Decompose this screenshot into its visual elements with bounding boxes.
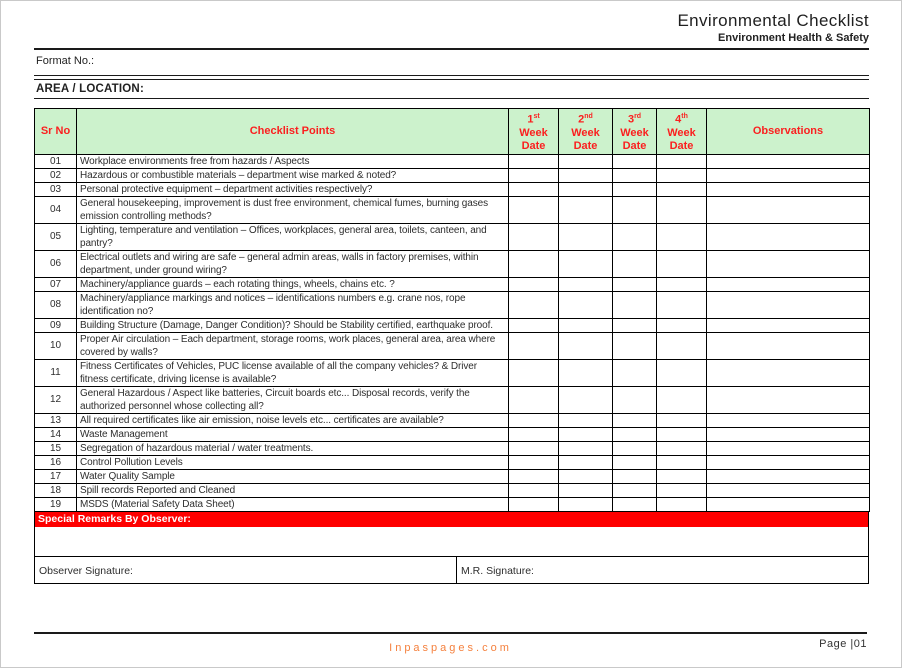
table-row — [35, 469, 870, 483]
checklist-point-cell: Machinery/appliance markings and notices – identifications numbers e.g. crane nos, rope identification no? — [77, 291, 509, 318]
week-4-date-cell — [657, 427, 707, 441]
row-number-cell: 04 — [35, 196, 77, 223]
week-4-date-cell — [657, 318, 707, 332]
row-number-cell: 18 — [35, 483, 77, 497]
table-row — [35, 441, 870, 455]
week-2-date-cell — [559, 332, 613, 359]
table-row — [35, 497, 870, 511]
week-4-ordinal: 4th — [675, 113, 688, 126]
table-row — [35, 318, 870, 332]
checklist-point-cell: Electrical outlets and wiring are safe – general admin areas, walls in factory premises, within department, under ground wiring? — [77, 250, 509, 277]
week-4-date-cell — [657, 497, 707, 511]
week-1-date-cell — [509, 413, 559, 427]
observation-cell — [707, 441, 870, 455]
row-number-cell: 19 — [35, 497, 77, 511]
table-row — [35, 223, 870, 250]
website-watermark: Inpaspages.com — [389, 642, 512, 654]
observation-cell — [707, 182, 870, 196]
week-2-date-cell — [559, 223, 613, 250]
date-word: Date — [622, 139, 647, 152]
week-2-date-cell — [559, 497, 613, 511]
observation-cell — [707, 413, 870, 427]
checklist-point-cell: Water Quality Sample — [77, 469, 509, 483]
week-4-date-cell — [657, 250, 707, 277]
week-4-date-cell — [657, 223, 707, 250]
week-1-date-cell — [509, 196, 559, 223]
week-1-date-cell — [509, 182, 559, 196]
week-1-date-cell — [509, 497, 559, 511]
date-word: Date — [573, 139, 598, 152]
table-row — [35, 483, 870, 497]
checklist-point-cell: Machinery/appliance guards – each rotating things, wheels, chains etc. ? — [77, 277, 509, 291]
week-4-header — [657, 109, 707, 155]
week-2-date-cell — [559, 154, 613, 168]
week-4-date-cell — [657, 469, 707, 483]
row-number-cell: 03 — [35, 182, 77, 196]
week-word: Week — [667, 126, 696, 139]
week-1-date-cell — [509, 469, 559, 483]
week-1-date-cell — [509, 441, 559, 455]
week-4-date-cell — [657, 277, 707, 291]
row-number-cell: 02 — [35, 168, 77, 182]
area-location-label: AREA / LOCATION: — [34, 79, 869, 99]
week-4-date-cell — [657, 441, 707, 455]
week-1-date-cell — [509, 359, 559, 386]
observation-cell — [707, 359, 870, 386]
signature-row — [34, 556, 869, 584]
special-remarks-space — [34, 527, 869, 556]
row-number-cell: 17 — [35, 469, 77, 483]
date-word: Date — [669, 139, 694, 152]
checklist-point-cell: Workplace environments free from hazards / Aspects — [77, 154, 509, 168]
week-2-date-cell — [559, 168, 613, 182]
week-2-date-cell — [559, 250, 613, 277]
week-1-date-cell — [509, 223, 559, 250]
observation-cell — [707, 332, 870, 359]
checklist-table — [34, 108, 870, 512]
checklist-point-cell: Segregation of hazardous material / water treatments. — [77, 441, 509, 455]
page-title: Environmental Checklist — [677, 11, 869, 30]
observation-cell — [707, 469, 870, 483]
week-1-date-cell — [509, 318, 559, 332]
week-4-date-cell — [657, 196, 707, 223]
week-3-date-cell — [613, 277, 657, 291]
page-subtitle: Environment Health & Safety — [718, 32, 869, 44]
row-number-cell: 10 — [35, 332, 77, 359]
page-number: Page |01 — [819, 638, 867, 650]
week-1-date-cell — [509, 168, 559, 182]
week-3-date-cell — [613, 386, 657, 413]
observation-cell — [707, 455, 870, 469]
checklist-point-cell: All required certificates like air emission, noise levels etc... certificates are available? — [77, 413, 509, 427]
week-4-date-cell — [657, 359, 707, 386]
row-number-cell: 14 — [35, 427, 77, 441]
table-row — [35, 277, 870, 291]
table-row — [35, 154, 870, 168]
observation-cell — [707, 291, 870, 318]
week-word: Week — [620, 126, 649, 139]
week-3-date-cell — [613, 359, 657, 386]
week-1-date-cell — [509, 455, 559, 469]
week-4-date-cell — [657, 413, 707, 427]
table-row — [35, 359, 870, 386]
table-row — [35, 196, 870, 223]
row-number-cell: 08 — [35, 291, 77, 318]
week-3-date-cell — [613, 427, 657, 441]
week-1-ordinal: 1st — [527, 113, 540, 126]
observation-cell — [707, 196, 870, 223]
week-3-date-cell — [613, 168, 657, 182]
checklist-point-cell: MSDS (Material Safety Data Sheet) — [77, 497, 509, 511]
week-3-date-cell — [613, 413, 657, 427]
week-3-date-cell — [613, 182, 657, 196]
checklist-body — [35, 154, 870, 511]
checklist-point-cell: Hazardous or combustible materials – department wise marked & noted? — [77, 168, 509, 182]
checklist-points-header: Checklist Points — [77, 109, 509, 155]
title-block — [34, 1, 869, 50]
table-row — [35, 168, 870, 182]
week-3-date-cell — [613, 154, 657, 168]
week-1-date-cell — [509, 154, 559, 168]
week-4-date-cell — [657, 291, 707, 318]
week-2-date-cell — [559, 413, 613, 427]
week-2-date-cell — [559, 291, 613, 318]
week-2-date-cell — [559, 386, 613, 413]
week-1-header — [509, 109, 559, 155]
date-word: Date — [521, 139, 546, 152]
week-2-date-cell — [559, 318, 613, 332]
checklist-point-cell: General Hazardous / Aspect like batteries, Circuit boards etc... Disposal records, verify the authorized personnel whose collecting all? — [77, 386, 509, 413]
row-number-cell: 05 — [35, 223, 77, 250]
week-2-header — [559, 109, 613, 155]
week-1-date-cell — [509, 483, 559, 497]
week-3-date-cell — [613, 291, 657, 318]
week-3-date-cell — [613, 223, 657, 250]
week-4-date-cell — [657, 455, 707, 469]
observation-cell — [707, 277, 870, 291]
table-row — [35, 291, 870, 318]
week-2-ordinal: 2nd — [578, 113, 593, 126]
observation-cell — [707, 168, 870, 182]
observation-cell — [707, 223, 870, 250]
row-number-cell: 11 — [35, 359, 77, 386]
table-row — [35, 455, 870, 469]
week-2-date-cell — [559, 455, 613, 469]
week-word: Week — [519, 126, 548, 139]
week-2-date-cell — [559, 441, 613, 455]
week-1-date-cell — [509, 291, 559, 318]
row-number-cell: 15 — [35, 441, 77, 455]
observation-cell — [707, 250, 870, 277]
week-2-date-cell — [559, 182, 613, 196]
observation-cell — [707, 386, 870, 413]
week-2-date-cell — [559, 427, 613, 441]
observations-header: Observations — [707, 109, 870, 155]
checklist-point-cell: General housekeeping, improvement is dust free environment, chemical fumes, burning gases emission controlling methods? — [77, 196, 509, 223]
week-3-date-cell — [613, 196, 657, 223]
observation-cell — [707, 318, 870, 332]
week-1-date-cell — [509, 250, 559, 277]
table-row — [35, 386, 870, 413]
week-4-date-cell — [657, 332, 707, 359]
week-3-date-cell — [613, 441, 657, 455]
observation-cell — [707, 497, 870, 511]
checklist-point-cell: Fitness Certificates of Vehicles, PUC license available of all the company vehicles? & Driver fitness certificate, driving license is available? — [77, 359, 509, 386]
checklist-point-cell: Control Pollution Levels — [77, 455, 509, 469]
row-number-cell: 01 — [35, 154, 77, 168]
mr-signature-label: M.R. Signature: — [461, 564, 534, 577]
row-number-cell: 09 — [35, 318, 77, 332]
week-3-date-cell — [613, 483, 657, 497]
week-2-date-cell — [559, 483, 613, 497]
checklist-point-cell: Proper Air circulation – Each department, storage rooms, work places, general area, area where covered by walls? — [77, 332, 509, 359]
week-1-date-cell — [509, 332, 559, 359]
row-number-cell: 06 — [35, 250, 77, 277]
week-3-date-cell — [613, 318, 657, 332]
week-4-date-cell — [657, 386, 707, 413]
table-row — [35, 332, 870, 359]
checklist-point-cell: Building Structure (Damage, Danger Condition)? Should be Stability certified, earthquake proof. — [77, 318, 509, 332]
table-row — [35, 427, 870, 441]
page-footer — [34, 632, 867, 656]
week-2-date-cell — [559, 469, 613, 483]
week-2-date-cell — [559, 277, 613, 291]
observer-signature-label: Observer Signature: — [35, 557, 457, 583]
format-no-label: Format No.: — [34, 50, 869, 76]
checklist-point-cell: Personal protective equipment – department activities respectively? — [77, 182, 509, 196]
week-4-date-cell — [657, 483, 707, 497]
table-row — [35, 250, 870, 277]
week-1-date-cell — [509, 427, 559, 441]
week-3-ordinal: 3rd — [627, 113, 642, 126]
observation-cell — [707, 154, 870, 168]
table-header-row — [35, 109, 870, 155]
week-2-date-cell — [559, 359, 613, 386]
week-3-date-cell — [613, 497, 657, 511]
observation-cell — [707, 427, 870, 441]
sr-no-header: Sr No — [35, 109, 77, 155]
week-3-date-cell — [613, 469, 657, 483]
checklist-point-cell: Waste Management — [77, 427, 509, 441]
week-word: Week — [571, 126, 600, 139]
week-1-date-cell — [509, 277, 559, 291]
row-number-cell: 16 — [35, 455, 77, 469]
table-row — [35, 413, 870, 427]
row-number-cell: 07 — [35, 277, 77, 291]
observation-cell — [707, 483, 870, 497]
week-4-date-cell — [657, 182, 707, 196]
special-remarks-bar: Special Remarks By Observer: — [34, 512, 869, 527]
week-4-date-cell — [657, 168, 707, 182]
week-3-date-cell — [613, 455, 657, 469]
week-1-date-cell — [509, 386, 559, 413]
week-3-header — [613, 109, 657, 155]
week-4-date-cell — [657, 154, 707, 168]
week-2-date-cell — [559, 196, 613, 223]
week-3-date-cell — [613, 250, 657, 277]
checklist-point-cell: Lighting, temperature and ventilation – Offices, workplaces, general area, toilets, canteen, and pantry? — [77, 223, 509, 250]
row-number-cell: 12 — [35, 386, 77, 413]
checklist-point-cell: Spill records Reported and Cleaned — [77, 483, 509, 497]
table-row — [35, 182, 870, 196]
week-3-date-cell — [613, 332, 657, 359]
row-number-cell: 13 — [35, 413, 77, 427]
